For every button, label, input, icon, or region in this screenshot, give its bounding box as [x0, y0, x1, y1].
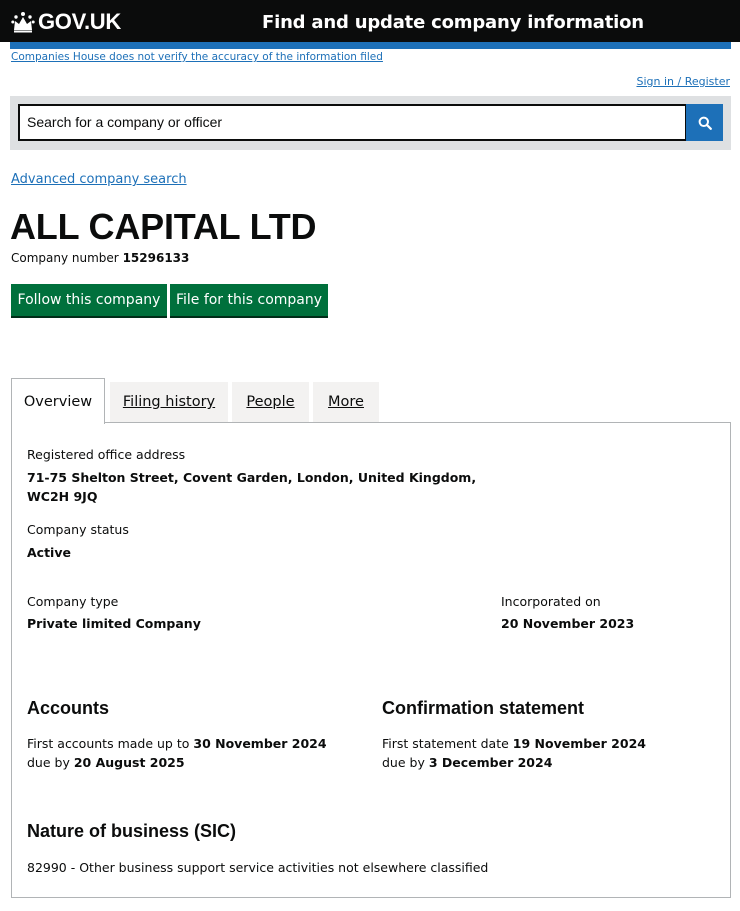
- sic-item: 82990 - Other business support service activities not elsewhere classified: [27, 860, 489, 875]
- company-name: ALL CAPITAL LTD: [10, 206, 317, 247]
- tab-filing-history[interactable]: Filing history: [110, 382, 228, 422]
- company-type-label: Company type: [27, 594, 119, 609]
- accounts-made-up-date: 30 November 2024: [193, 736, 327, 751]
- company-number-value: 15296133: [122, 251, 190, 265]
- company-status-label: Company status: [27, 522, 129, 537]
- search-button[interactable]: [686, 104, 723, 141]
- accounts-made-up-text: First accounts made up to: [27, 736, 190, 751]
- confirmation-due: [382, 753, 552, 772]
- incorporated-label: Incorporated on: [501, 594, 601, 609]
- search-icon: [698, 116, 712, 130]
- company-number-label: Company number: [11, 251, 119, 265]
- overview-panel: [11, 422, 731, 898]
- registered-office-label: Registered office address: [27, 447, 186, 462]
- header-blue-bar: [10, 42, 731, 49]
- logo-text[interactable]: GOV.UK: [38, 9, 121, 34]
- accounts-due-date: 20 August 2025: [73, 755, 185, 770]
- search-input[interactable]: Search for a company or officer: [18, 104, 687, 141]
- confirmation-statement: [382, 734, 646, 753]
- site-header: [0, 0, 740, 42]
- accounts-due-text: due by: [27, 755, 70, 770]
- file-for-company-button[interactable]: File for this company: [170, 284, 328, 316]
- advanced-search-link[interactable]: Advanced company search: [11, 172, 187, 187]
- follow-company-button[interactable]: Follow this company: [11, 284, 167, 316]
- search-bar: [10, 96, 731, 150]
- company-number: [11, 251, 189, 265]
- tab-more[interactable]: More: [313, 382, 379, 422]
- disclaimer-link[interactable]: Companies House does not verify the accuracy of the information filed: [11, 51, 383, 63]
- company-type-value: Private limited Company: [27, 616, 201, 631]
- accounts-due: [27, 753, 185, 772]
- registered-office-line2: WC2H 9JQ: [27, 489, 98, 504]
- crown-icon: [11, 11, 35, 33]
- govuk-logo[interactable]: [11, 9, 121, 35]
- company-status-value: Active: [27, 545, 71, 560]
- confirmation-due-text: due by: [382, 755, 425, 770]
- tab-overview[interactable]: Overview: [11, 378, 105, 424]
- sic-heading: Nature of business (SIC): [27, 821, 237, 841]
- confirmation-due-date: 3 December 2024: [428, 755, 553, 770]
- service-name[interactable]: Find and update company information: [262, 12, 644, 33]
- sign-in-register-link[interactable]: Sign in / Register: [636, 75, 730, 88]
- incorporated-value: 20 November 2023: [501, 616, 635, 631]
- tab-people[interactable]: People: [232, 382, 309, 422]
- confirmation-statement-date: 19 November 2024: [512, 736, 646, 751]
- confirmation-heading: Confirmation statement: [382, 698, 585, 718]
- accounts-made-up: [27, 734, 327, 753]
- accounts-heading: Accounts: [27, 698, 110, 718]
- confirmation-statement-text: First statement date: [382, 736, 509, 751]
- registered-office-line1: 71-75 Shelton Street, Covent Garden, London, United Kingdom,: [27, 470, 477, 485]
